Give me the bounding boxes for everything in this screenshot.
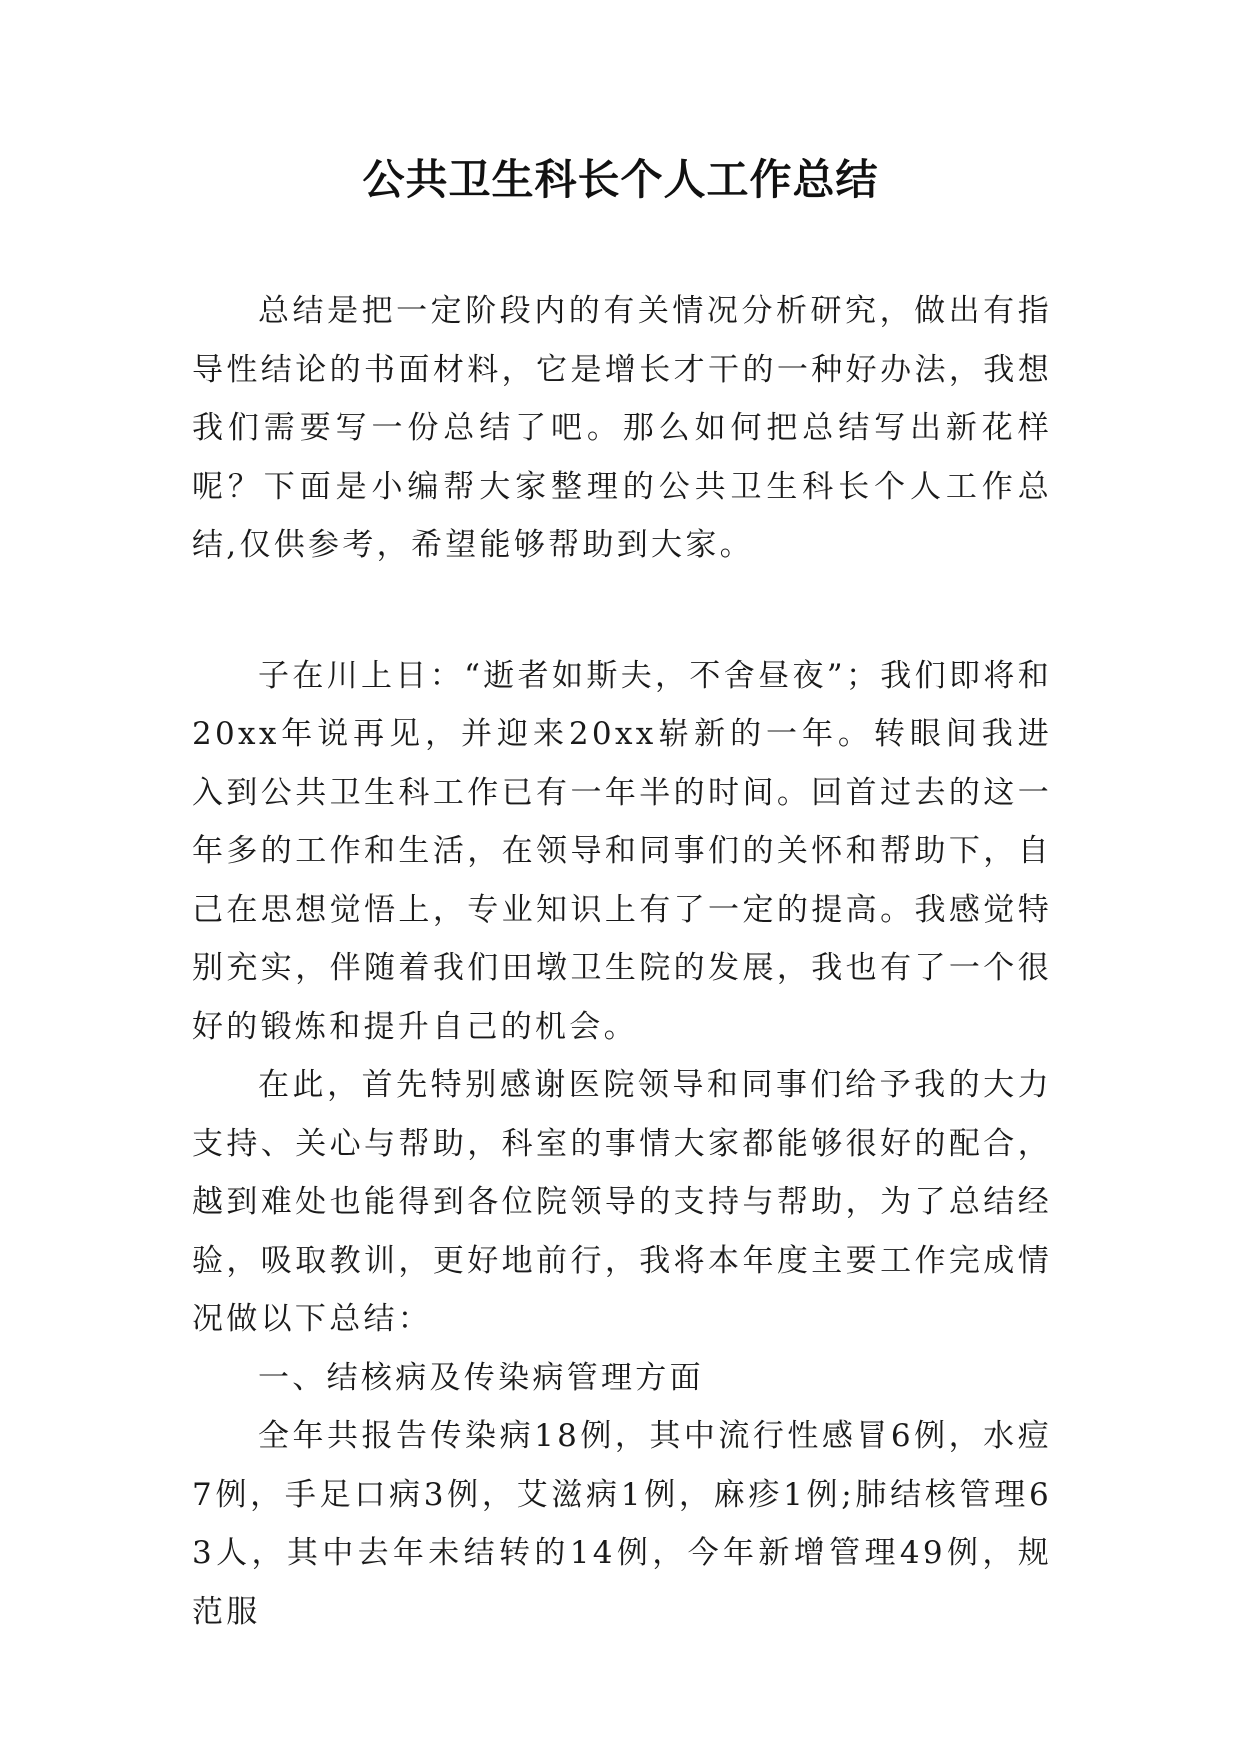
intro-paragraph: 总结是把一定阶段内的有关情况分析研究，做出有指导性结论的书面材料，它是增长才干的一种好办法，我想我们需要写一份总结了吧。那么如何把总结写出新花样呢？下面是小编帮大家整理的公共卫生科长个人工作总结,仅供参考，希望能够帮助到大家。 xyxy=(192,293,1052,563)
paragraph-spacer xyxy=(192,575,1052,647)
body-paragraph: 子在川上日：“逝者如斯夫，不舍昼夜”；我们即将和20xx年说再见，并迎来20xx崭新的一年。转眼间我进入到公共卫生科工作已有一年半的时间。回首过去的这一年多的工作和生活，在领导和同事们的关怀和帮助下，自己在思想觉悟上，专业知识上有了一定的提高。我感觉特别充实，伴随着我们田墩卫生院的发展，我也有了一个很好的锻炼和提升自己的机会。 xyxy=(192,657,1052,1045)
document-title: 公共卫生科长个人工作总结 xyxy=(362,155,879,204)
body-paragraph: 在此，首先特别感谢医院领导和同事们给予我的大力支持、关心与帮助，科室的事情大家都能够很好的配合，越到难处也能得到各位院领导的支持与帮助，为了总结经验，吸取教训，更好地前行，我将本年度主要工作完成情况做以下总结： xyxy=(192,1067,1052,1337)
section-heading: 一、结核病及传染病管理方面 xyxy=(258,1359,704,1396)
document-body xyxy=(192,282,1052,1641)
body-paragraph: 全年共报告传染病18例，其中流行性感冒6例，水痘7例，手足口病3例，艾滋病1例，麻疹1例;肺结核管理63人，其中去年未结转的14例，今年新增管理49例，规范服 xyxy=(192,1418,1052,1630)
